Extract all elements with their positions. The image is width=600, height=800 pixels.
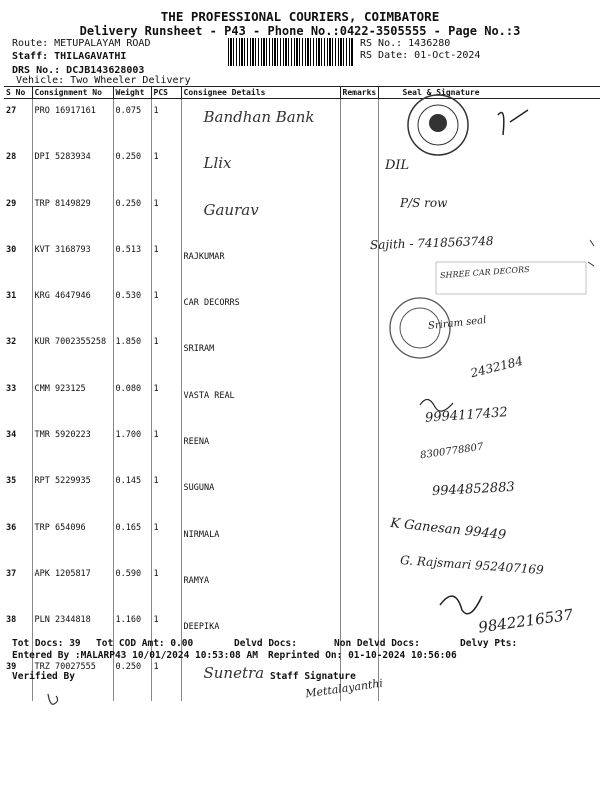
- handwritten-consignee: Llix: [203, 154, 232, 173]
- row-consignment: CMM 923125: [32, 377, 113, 423]
- row-consignment: PLN 2344818: [32, 608, 113, 654]
- row-consignment: TMR 5920223: [32, 423, 113, 469]
- consignee-name: RAMYA: [183, 575, 210, 586]
- row-sno: 38: [6, 615, 17, 626]
- runsheet-subtitle: Delivery Runsheet - P43 - Phone No.:0422-3505555 - Page No.:3: [79, 24, 521, 38]
- company-title: THE PROFESSIONAL COURIERS, COIMBATORE: [160, 9, 440, 24]
- row-consignment: TRP 8149829: [32, 192, 113, 238]
- row-weight: 0.075: [113, 99, 151, 146]
- bandhan-bank-seal: [408, 95, 528, 155]
- row-consignment: TRP 654096: [32, 516, 113, 562]
- entered-by: Entered By :MALARP43 10/01/2024 10:53:08 AM: [12, 650, 258, 661]
- row-pcs: 1: [151, 330, 181, 376]
- row-sno: 29: [6, 198, 17, 209]
- delivery-signature: 2432184: [469, 353, 525, 381]
- row-weight: 0.590: [113, 562, 151, 608]
- row-pcs: 1: [151, 469, 181, 515]
- row-weight: 1.160: [113, 608, 151, 654]
- col-seal-signature: Seal & Signature: [378, 87, 600, 99]
- row-sno: 36: [6, 522, 17, 533]
- non-delivered-docs: Non Delvd Docs:: [334, 638, 420, 649]
- consignee-name: VASTA REAL: [183, 390, 235, 401]
- row-weight: 0.513: [113, 238, 151, 284]
- handwritten-consignee: Gaurav: [203, 200, 259, 219]
- delivery-signature: 8300778807: [419, 441, 485, 462]
- row-pcs: 1: [151, 238, 181, 284]
- row-consignment: KRG 4647946: [32, 284, 113, 330]
- delivery-signature: P/S row: [400, 196, 448, 210]
- row-pcs: 1: [151, 284, 181, 330]
- row-weight: 0.145: [113, 469, 151, 515]
- row-sno: 27: [6, 106, 17, 116]
- vehicle-label: Vehicle: Two Wheeler Delivery: [16, 75, 191, 86]
- consignee-name: SRIRAM: [183, 344, 215, 355]
- delivery-points: Delvy Pts:: [460, 638, 518, 649]
- delivery-signature: DIL: [385, 158, 410, 173]
- col-sno: S No: [4, 87, 32, 99]
- delivered-docs: Delvd Docs:: [234, 638, 297, 649]
- row-weight: 0.165: [113, 516, 151, 562]
- row-consignment: RPT 5229935: [32, 469, 113, 515]
- row-consignment: APK 1205817: [32, 562, 113, 608]
- delivery-signature: K Ganesan 99449: [389, 515, 507, 544]
- row-sno: 34: [6, 430, 17, 441]
- row-pcs: 1: [151, 192, 181, 238]
- rs-number: RS No.: 1436280: [360, 38, 451, 49]
- row-sno: 28: [6, 152, 17, 163]
- reprinted-on: Reprinted On: 01-10-2024 10:56:06: [268, 650, 457, 661]
- delivery-signature: G. Rajsmari 952407169: [399, 553, 545, 577]
- row-sno: 31: [6, 291, 17, 302]
- col-consignment: Consignment No: [32, 87, 113, 99]
- delivery-signature: Sajith - 7418563748: [369, 233, 494, 253]
- row-sno: 35: [6, 476, 17, 487]
- total-docs: Tot Docs: 39: [12, 638, 81, 649]
- staff-signature: Mettalayanthi: [304, 676, 384, 701]
- row-weight: 0.530: [113, 284, 151, 330]
- row-pcs: 1: [151, 516, 181, 562]
- delivery-signature: 9944852883: [431, 479, 516, 500]
- consignee-name: REENA: [183, 437, 210, 448]
- verified-by-label: Verified By: [12, 671, 75, 682]
- consignee-name: RAJKUMAR: [183, 251, 225, 262]
- col-consignee: Consignee Details: [181, 87, 340, 99]
- route-label: Route: METUPALAYAM ROAD: [12, 38, 151, 49]
- row-pcs: 1: [151, 655, 181, 701]
- delivery-signature: 9842216537: [477, 605, 575, 637]
- consignee-name: CAR DECORRS: [183, 298, 240, 309]
- handwritten-consignee: Bandhan Bank: [203, 108, 315, 126]
- row-consignment: TRZ 70027555: [32, 655, 113, 701]
- row-sno: 32: [6, 337, 17, 348]
- col-pcs: PCS: [151, 87, 181, 99]
- row-sno: 30: [6, 244, 17, 255]
- row-weight: 0.250: [113, 145, 151, 191]
- staff-label: Staff: THILAGAVATHI: [12, 51, 127, 62]
- col-weight: Weight: [113, 87, 151, 99]
- row-weight: 0.080: [113, 377, 151, 423]
- delivery-signature: Sriram seal: [427, 314, 487, 333]
- row-weight: 0.250: [113, 655, 151, 701]
- row-weight: 1.850: [113, 330, 151, 376]
- row-consignment: PRO 16917161: [32, 99, 113, 146]
- row-sno: 39: [6, 661, 17, 672]
- row-consignment: DPI 5283934: [32, 145, 113, 191]
- staff-signature-label: Staff Signature: [270, 671, 356, 682]
- row-pcs: 1: [151, 562, 181, 608]
- consignee-name: DEEPIKA: [183, 622, 220, 633]
- drs-number: DRS No.: DCJB143628003: [12, 65, 145, 76]
- row-weight: 0.250: [113, 192, 151, 238]
- row-sno: 37: [6, 568, 17, 579]
- row-consignment: KVT 3168793: [32, 238, 113, 284]
- consignee-name: NIRMALA: [183, 529, 220, 540]
- row-pcs: 1: [151, 608, 181, 654]
- rs-date: RS Date: 01-Oct-2024: [360, 50, 481, 61]
- delivery-signature: SHREE CAR DECORS: [439, 264, 530, 281]
- consignee-name: SUGUNA: [183, 483, 215, 494]
- row-sno: 33: [6, 383, 17, 394]
- row-pcs: 1: [151, 145, 181, 191]
- row-weight: 1.700: [113, 423, 151, 469]
- row-consignment: KUR 7002355258: [32, 330, 113, 376]
- row-pcs: 1: [151, 99, 181, 146]
- delivery-signature: 9994117432: [424, 405, 509, 426]
- verifier-signature: [44, 690, 64, 710]
- col-remarks: Remarks: [340, 87, 378, 99]
- total-cod-amount: Tot COD Amt: 0.00: [96, 638, 194, 649]
- handwritten-consignee: Sunetra: [203, 663, 265, 682]
- row-pcs: 1: [151, 423, 181, 469]
- row-pcs: 1: [151, 377, 181, 423]
